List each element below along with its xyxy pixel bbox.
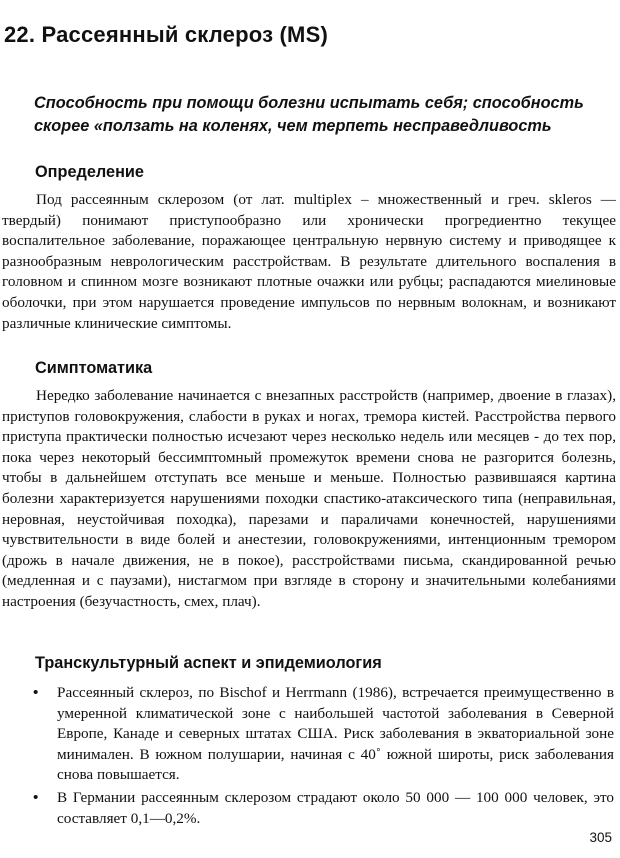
chapter-title: 22. Рассеянный склероз (MS) xyxy=(4,22,328,47)
section-heading-definition: Определение xyxy=(35,163,144,181)
chapter-motto: Способность при помощи болезни испытать себя; способность скорее «ползать на коленях, чем терпеть несправедливость xyxy=(34,94,584,135)
page-number: 305 xyxy=(589,830,612,845)
symptoms-paragraph: Нередко заболевание начинается с внезапных расстройств (например, двоение в глазах), приступов головокружения, слабости в руках и ногах, тремора кистей. Расстройства первого приступа практически полностью исчезают через несколько недель или месяцев - до тех пор, пока через некоторый бессимптомный промежуток времени снова не разгорится болезнь, чтобы в дальнейшем отступать все меньше и меньше. Полностью развившаяся картина болезни характеризуется нарушениями походки спастико-атаксического типа (неправильная, неровная, неустойчивая походка), парезами и параличами конечностей, нарушениями чувствительности в виде болей и анестезии, головокружениями, интенционным тремором (дрожь в начале движения, не в покое), расстройствами письма, скандированной речью (медленная и с паузами), нистагмом при взгляде в сторону и значительными колебаниями настроения (безучастность, смех, плач). xyxy=(2,387,616,610)
list-item-text: Рассеянный склероз, по Bischof и Herrmann (1986), встречается преимущественно в умеренной климатической зоне с наибольшей частотой заболевания в Северной Европе, Канаде и северных штатах США. Риск заболевания в экваториальной зоне минимален. В южном полушарии, начиная с 40˚ южной широты, риск заболевания снова повышается. xyxy=(57,684,614,784)
section-heading-epidemiology: Транскультурный аспект и эпидемиология xyxy=(35,654,382,672)
bullet-icon: • xyxy=(33,684,39,701)
bullet-icon: • xyxy=(33,788,39,806)
definition-paragraph: Под рассеянным склерозом (от лат. multiplex – множественный и греч. skleros — твердый) понимают приступообразно или хронически прогредиентно текущее воспалительное заболевание, поражающее центральную нервную систему и приводящее к разнообразным неврологическим расстройствам. В результате длительного воспаления в головном и спинном мозге возникают плотные очажки или рубцы; распадаются миелиновые оболочки, при этом нарушается проведение импульсов по нервным волокнам, и возникают различные клинические симптомы. xyxy=(2,191,616,332)
epidemiology-list xyxy=(0,683,614,831)
section-heading-symptoms: Симптоматика xyxy=(35,359,153,377)
list-item xyxy=(0,683,614,786)
list-item xyxy=(0,788,614,829)
list-item-text: В Германии рассеянным склерозом страдают около 50 000 — 100 000 человек, это составляет 0,1—0,2%. xyxy=(57,788,614,827)
